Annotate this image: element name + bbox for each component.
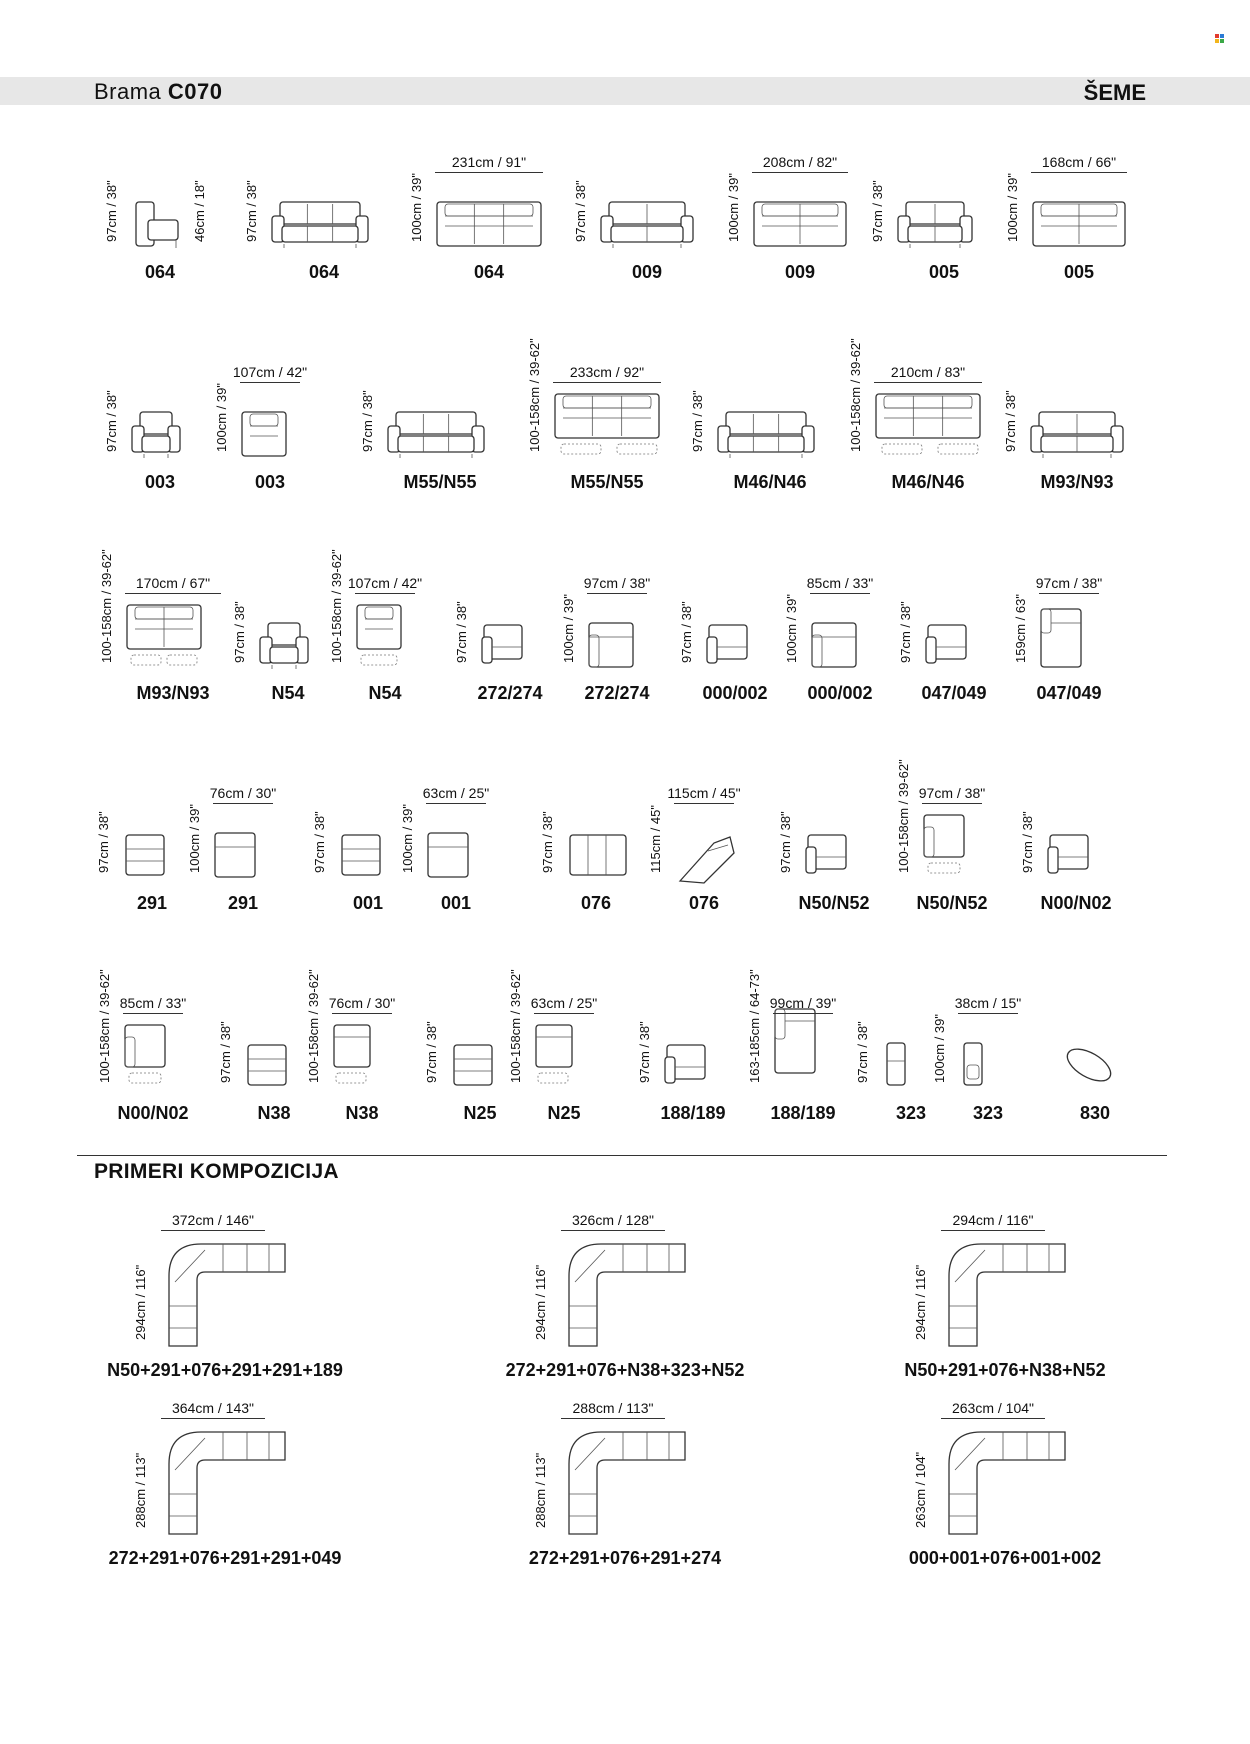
height-dimension: 97cm / 38" [855, 1021, 870, 1083]
height-dimension: 97cm / 38" [96, 811, 111, 873]
height-dimension: 97cm / 38" [218, 1021, 233, 1083]
height-dimension: 97cm / 38" [778, 811, 793, 873]
module-code: M55/N55 [403, 472, 477, 492]
width-dimension: 115cm / 45" [667, 785, 741, 801]
width-dimension: 85cm / 33" [119, 995, 187, 1011]
composition-width: 263cm / 104" [951, 1400, 1035, 1416]
composition-width-line [561, 1230, 665, 1231]
composition-width-line [161, 1230, 265, 1231]
module-code: N38 [257, 1103, 291, 1123]
module-code: N25 [463, 1103, 497, 1123]
module-code: 000/002 [702, 683, 768, 703]
width-dimension: 97cm / 38" [1035, 575, 1103, 591]
module-code: 830 [1079, 1103, 1111, 1123]
module-code: 001 [440, 893, 472, 913]
width-dimension: 107cm / 42" [347, 575, 423, 591]
module-code: N00/N02 [1040, 893, 1112, 913]
composition-height: 263cm / 104" [913, 1451, 928, 1528]
width-dimension: 99cm / 39" [769, 995, 837, 1011]
composition-height: 294cm / 116" [533, 1264, 548, 1340]
composition-sketch [941, 1236, 1071, 1348]
module-code: 064 [144, 262, 176, 282]
section-title: ŠEME [1083, 80, 1146, 105]
composition-sketch [941, 1424, 1071, 1536]
composition-width-line [941, 1230, 1045, 1231]
width-dimension: 76cm / 30" [328, 995, 396, 1011]
module-code: N50/N52 [798, 893, 870, 913]
module-code: 005 [928, 262, 960, 282]
module-code: 188/189 [770, 1103, 836, 1123]
composition-code: 272+291+076+N38+323+N52 [505, 1360, 745, 1380]
module-code: M93/N93 [136, 683, 210, 703]
module-code: N38 [345, 1103, 379, 1123]
composition-code: N50+291+076+291+291+189 [107, 1360, 343, 1380]
module-code: 291 [227, 893, 259, 913]
width-dimension: 233cm / 92" [569, 364, 645, 380]
width-dimension: 97cm / 38" [918, 785, 986, 801]
module-code: M46/N46 [891, 472, 965, 492]
module-code: 064 [308, 262, 340, 282]
module-code: 272/274 [477, 683, 543, 703]
composition-outline [949, 1432, 1065, 1534]
module-code: 323 [972, 1103, 1004, 1123]
module-code: 000/002 [807, 683, 873, 703]
composition-code: N50+291+076+N38+N52 [904, 1360, 1106, 1380]
height-dimension: 100-158cm / 39-62" [527, 338, 542, 452]
width-dimension: 38cm / 15" [954, 995, 1022, 1011]
height-dimension: 100cm / 39" [784, 594, 799, 663]
height-dimension: 100-158cm / 39-62" [97, 969, 112, 1083]
height-dimension: 97cm / 38" [637, 1021, 652, 1083]
height-dimension: 163-185cm / 64-73" [747, 969, 762, 1083]
height-dimension: 100cm / 39" [187, 804, 202, 873]
compositions-title: PRIMERI KOMPOZICIJA [94, 1160, 339, 1183]
width-dimension: 210cm / 83" [890, 364, 966, 380]
width-dimension: 97cm / 38" [583, 575, 651, 591]
height-dimension: 100-158cm / 39-62" [848, 338, 863, 452]
height-dimension: 97cm / 38" [690, 390, 705, 452]
composition-sketch [161, 1424, 291, 1536]
module-code: 009 [631, 262, 663, 282]
height-dimension: 100-158cm / 39-62" [99, 549, 114, 663]
composition-width: 288cm / 113" [572, 1400, 654, 1416]
height-dimension: 97cm / 38" [312, 811, 327, 873]
height-dimension: 100-158cm / 39-62" [508, 969, 523, 1083]
composition-width: 294cm / 116" [952, 1212, 1034, 1228]
height-dimension: 100-158cm / 39-62" [306, 969, 321, 1083]
height-dimension: 100-158cm / 39-62" [329, 549, 344, 663]
seat-height-dimension: 46cm / 18" [192, 180, 207, 242]
module-code: 047/049 [1036, 683, 1102, 703]
width-dimension: 63cm / 25" [530, 995, 598, 1011]
composition-width: 364cm / 143" [171, 1400, 255, 1416]
composition-height: 294cm / 116" [913, 1264, 928, 1340]
height-dimension: 159cm / 63" [1013, 594, 1028, 663]
module-code: N54 [368, 683, 402, 703]
height-dimension: 97cm / 38" [1003, 390, 1018, 452]
height-dimension: 97cm / 38" [104, 180, 119, 242]
height-dimension: 115cm / 45" [648, 805, 663, 873]
module-code: 001 [352, 893, 384, 913]
height-dimension: 97cm / 38" [870, 180, 885, 242]
height-dimension: 100cm / 39" [214, 383, 229, 452]
height-dimension: 97cm / 38" [104, 390, 119, 452]
module-code: N25 [547, 1103, 581, 1123]
module-code: 064 [473, 262, 505, 282]
brand-model: C070 [167, 79, 223, 104]
composition-code: 000+001+076+001+002 [908, 1548, 1102, 1568]
composition-width-line [161, 1418, 265, 1419]
height-dimension: 100cm / 39" [409, 173, 424, 242]
width-dimension: 231cm / 91" [451, 154, 527, 170]
module-code: M93/N93 [1040, 472, 1114, 492]
width-dimension: 208cm / 82" [762, 154, 838, 170]
composition-outline [569, 1432, 685, 1534]
height-dimension: 97cm / 38" [360, 390, 375, 452]
composition-width-line [941, 1418, 1045, 1419]
height-dimension: 97cm / 38" [424, 1021, 439, 1083]
height-dimension: 97cm / 38" [244, 180, 259, 242]
module-code: 188/189 [660, 1103, 726, 1123]
composition-width-line [561, 1418, 665, 1419]
composition-outline [949, 1244, 1065, 1346]
height-dimension: 100cm / 39" [400, 804, 415, 873]
composition-sketch [561, 1424, 691, 1536]
module-code: 005 [1063, 262, 1095, 282]
height-dimension: 100cm / 39" [932, 1014, 947, 1083]
composition-code: 272+291+076+291+291+049 [108, 1548, 342, 1568]
module-code: 076 [688, 893, 720, 913]
module-code: 323 [895, 1103, 927, 1123]
module-code: 291 [136, 893, 168, 913]
module-code: 003 [144, 472, 176, 492]
composition-height: 288cm / 113" [533, 1452, 548, 1528]
width-dimension: 170cm / 67" [135, 575, 211, 591]
module-code: N50/N52 [916, 893, 988, 913]
module-code: 076 [580, 893, 612, 913]
composition-sketch [161, 1236, 291, 1348]
module-code: 009 [784, 262, 816, 282]
composition-code: 272+291+076+291+274 [528, 1548, 722, 1568]
composition-height: 288cm / 113" [133, 1452, 148, 1528]
width-dimension: 63cm / 25" [422, 785, 490, 801]
height-dimension: 97cm / 38" [679, 601, 694, 663]
module-code: 272/274 [584, 683, 650, 703]
width-dimension: 168cm / 66" [1041, 154, 1117, 170]
height-dimension: 97cm / 38" [1020, 811, 1035, 873]
height-dimension: 100cm / 39" [1005, 173, 1020, 242]
width-dimension: 107cm / 42" [232, 364, 308, 380]
composition-outline [169, 1432, 285, 1534]
composition-sketch [561, 1236, 691, 1348]
width-dimension: 76cm / 30" [209, 785, 277, 801]
module-code: 047/049 [921, 683, 987, 703]
composition-outline [169, 1244, 285, 1346]
composition-width: 326cm / 128" [571, 1212, 655, 1228]
module-code: M55/N55 [570, 472, 644, 492]
composition-width: 372cm / 146" [171, 1212, 255, 1228]
height-dimension: 97cm / 38" [454, 601, 469, 663]
height-dimension: 97cm / 38" [573, 180, 588, 242]
height-dimension: 97cm / 38" [232, 601, 247, 663]
height-dimension: 97cm / 38" [540, 811, 555, 873]
height-dimension: 100cm / 39" [726, 173, 741, 242]
module-code: N54 [271, 683, 305, 703]
height-dimension: 100-158cm / 39-62" [896, 759, 911, 873]
module-code: 003 [254, 472, 286, 492]
module-code: N00/N02 [117, 1103, 189, 1123]
module-code: M46/N46 [733, 472, 807, 492]
height-dimension: 100cm / 39" [561, 594, 576, 663]
width-dimension: 85cm / 33" [806, 575, 874, 591]
composition-outline [569, 1244, 685, 1346]
height-dimension: 97cm / 38" [898, 601, 913, 663]
composition-height: 294cm / 116" [133, 1264, 148, 1340]
brand-prefix: Brama [94, 79, 162, 104]
